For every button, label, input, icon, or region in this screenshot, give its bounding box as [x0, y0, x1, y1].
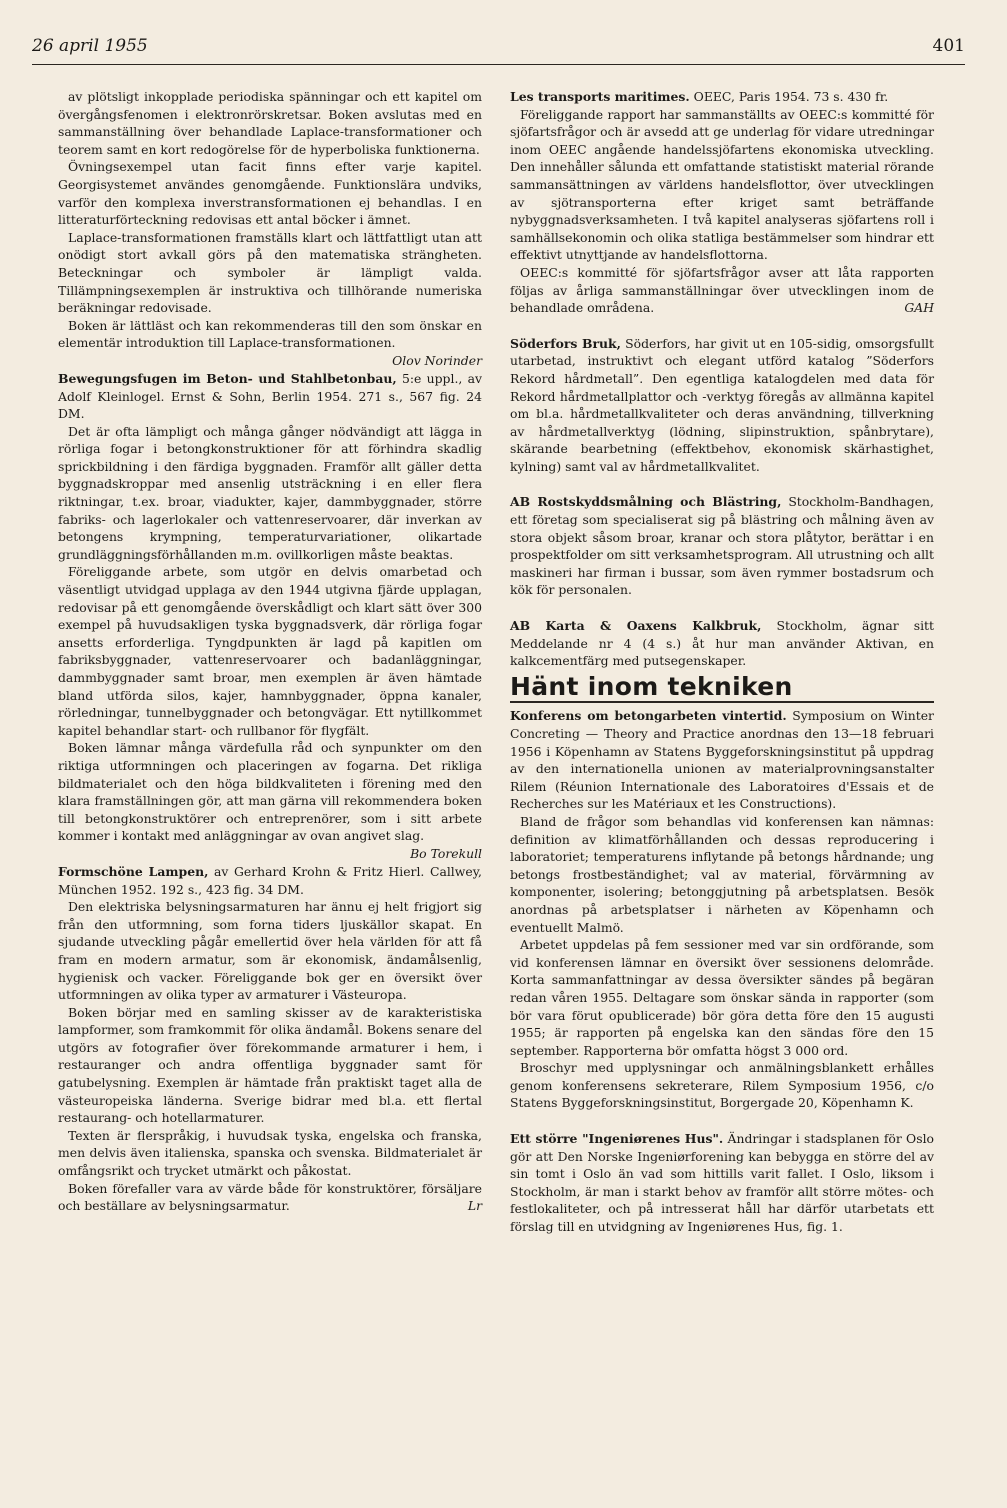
paragraph-text: 5:e uppl., av Adolf Kleinlogel. Ernst & Sohn, Berlin 1954. 271 s., 567 fig. 24 DM.: [58, 370, 482, 422]
paragraph-text: Stockholm, ägnar sitt Meddelande nr 4 (4 s.) åt hur man använder Aktivan, en kalkcementfärg med putsegenskaper.: [510, 618, 935, 669]
paragraph-text: Det är ofta lämpligt och många gånger nödvändigt att lägga in rörliga fogar i betongkonstruktioner för att förhindra skadlig sprickbildning i den färdiga byggnaden. Framför allt gäller detta byggnadskroppar med ansenlig utsträckning i en eller flera riktningar, t.ex. broar, viadukter, kajer, dammbyggnader, större fabriks- och lagerlokaler och vattenreservoarer, där inverkan av betongens krympning, temperaturvariationer, olikartade grundläggningsförhållanden m.m. ovillkorligen måste beaktas.: [58, 423, 482, 562]
review-entry: [510, 493, 934, 599]
signature: GAH: [904, 300, 934, 316]
paragraph: [510, 1059, 934, 1112]
paragraph-text: Arbetet uppdelas på fem sessioner med var sin ordförande, som vid konferensen lämnar en översikt över sessionens delområde. Korta sammanfattningar av dessa översikter sändes på begäran redan våren 1955. Deltagare som önskar sända in rapporter (som bör vara förut opublicerade) bör göra detta före den 15 augusti 1955; är rapporten på engelska kan den sändas före den 15 september. Rapporterna bör omfatta högst 3 000 ord.: [510, 937, 934, 1058]
paragraph-text: OEEC:s kommitté för sjöfartsfrågor avser att låta rapporten följas av årliga sammanställningar över utvecklingen inom de behandlade områdena.: [510, 264, 934, 316]
signature: Lr: [467, 1198, 482, 1214]
review-entry: [510, 617, 934, 670]
paragraph-text: Föreliggande arbete, som utgör en delvis omarbetad och väsentligt utvidgad upplaga av den 1944 utgivna fjärde upplagan, redovisar på ett genomgående överskådligt och klart sätt över 300 exempel på huvudsakligen tyska byggnadsverk, där rörliga fogar ansetts erforderliga. Tyngdpunkten är lagd på kapitlen om fabriksbyggnader, vattenreservoarer och badanläggningar, dammbyggnader samt broar, men exemplen är även hämtade bland utförda silos, kajer, hamnbyggnader, öppna kanaler, rörledningar, tunnelbyggnader och betongvägar. Ett nytillkommet kapitel behandlar start- och rullbanor för flygfält.: [58, 564, 482, 738]
review-entry: [58, 863, 482, 898]
review-entry: [510, 335, 934, 476]
paragraph: [58, 229, 482, 317]
header-date: 26 april 1955: [32, 36, 148, 56]
entry-title: Söderfors Bruk,: [510, 335, 621, 351]
entry-title: Konferens om betongarbeten vintertid.: [510, 708, 787, 724]
paragraph: [58, 158, 482, 228]
left-column: [58, 88, 482, 1215]
paragraph: [510, 936, 934, 1059]
paragraph-text: Boken lämnar många värdefulla råd och synpunkter om den riktiga utformningen och placeringen av fogarna. Det rikliga bildmaterialet och den höga bildkvaliteten i förening med den klara framställningen gör, att man gärna vill rekommendera boken till betongkonstruktörer och entreprenörer, som i sitt arbete kommer i kontakt med anläggningar av ovan angivet slag.: [58, 740, 482, 844]
review-entry: [510, 1130, 934, 1236]
entry-title: Bewegungsfugen im Beton- und Stahlbetonbau,: [58, 370, 397, 386]
signature: Olov Norinder: [392, 352, 482, 368]
paragraph-text: Söderfors, har givit ut en 105-sidig, omsorgsfullt utarbetad, instruktivt och elegant utförd katalog ”Söderfors Rekord hårdmetall”. Den egentliga katalogdelen med data för Rekord hårdmetallplattor och -verktyg föregås av allmänna kapitel om bl.a. hårdmetallkvaliteter och deras användning, tillverkning av hårdmetallverktyg (lödning, slipinstruktion, spånbrytare), skärande bearbetning (effektbehov, ekonomisk skärhastighet, kylning) samt val av hårdmetallkvalitet.: [510, 335, 934, 474]
paragraph-text: Stockholm-Bandhagen, ett företag som specialiserat sig på blästring och målning även av stora objekt såsom broar, kranar och stora plåtytor, berättar i en prospektfolder om sitt verksamhetsprogram. All utrustning och allt maskineri har firman i bussar, som även rymmer bostadsrum och kök för personalen.: [510, 494, 934, 598]
paragraph-text: Övningsexempel utan facit finns efter varje kapitel. Georgisystemet användes genomgående. Funktionslära undviks, varför den komplexa inverstransformationen ej behandlas. I en litteraturförteckning redovisas ett antal böcker i ämnet.: [58, 159, 482, 228]
paragraph: [58, 739, 482, 861]
entry-title: Formschöne Lampen,: [58, 863, 209, 879]
review-entry: [510, 707, 934, 813]
header-page-number: 401: [932, 36, 965, 56]
paragraph-text: Boken förefaller vara av värde både för konstruktörer, försäljare och beställare av belysningsarmatur.: [58, 1180, 482, 1214]
paragraph-text: Texten är flerspråkig, i huvudsak tyska, engelska och franska, men delvis även italienska, spanska och svenska. Bildmaterialet är omfångsrikt och trycket utmärkt och påkostat.: [58, 1127, 482, 1179]
paragraph: [58, 423, 482, 564]
paragraph: [58, 1127, 482, 1180]
spacer: [510, 599, 934, 617]
paragraph-text: av plötsligt inkopplade periodiska spänningar och ett kapitel om övergångsfenomen i elektronrörskretsar. Boken avslutas med en sammanställning över behandlade Laplace-transformationer och teorem samt en kort redogörelse för de hyperboliska funktionerna.: [58, 89, 482, 157]
entry-title: Les transports maritimes.: [510, 89, 690, 104]
paragraph: [58, 563, 482, 739]
paragraph-text: Ändringar i stadsplanen för Oslo gör att Den Norske Ingeniørforening kan bebygga en större del av sin tomt i Oslo än vad som hittills varit fallet. I Oslo, liksom i Stockholm, är man i starkt behov av framför allt större mötes- och festlokaliteter, och på intresserat håll har därför utarbetats ett förslag till en utvidgning av Ingeniørenes Hus, fig. 1.: [510, 1131, 934, 1235]
review-entry: [510, 88, 934, 106]
paragraph-text: av Gerhard Krohn & Fritz Hierl. Callwey, München 1952. 192 s., 423 fig. 34 DM.: [58, 863, 482, 897]
paragraph: [58, 317, 482, 368]
paragraph: [510, 264, 934, 317]
spacer: [510, 475, 934, 493]
paragraph-text: Boken börjar med en samling skisser av de karakteristiska lampformer, som framkommit för olika ändamål. Bokens senare del utgörs av fotografier över förekommande armaturer i hem, i restauranger och andra offentliga byggnader samt för gatubelysning. Exemplen är hämtade från praktiskt taget alla de västeuropeiska länderna. Sverige bidrar med bl.a. ett flertal restaurang- och hotellarmaturer.: [58, 1004, 482, 1126]
header-rule: [32, 64, 965, 65]
entry-title: AB Rostskyddsmålning och Blästring,: [510, 494, 782, 510]
paragraph: [58, 1180, 482, 1215]
right-column: [510, 88, 934, 1236]
paragraph-text: Den elektriska belysningsarmaturen har ännu ej helt frigjort sig från den utformning, som forna tiders ljuskällor skapat. En sjudande utveckling pågår emellertid över hela världen för att få fram en modern armatur, som är ekonomisk, ändamålsenlig, hygienisk och vacker. Föreliggande bok ger en översikt över utformningen av olika typer av armaturer i Västeuropa.: [58, 899, 482, 1003]
paragraph-text: Föreliggande rapport har sammanställts av OEEC:s kommitté för sjöfartsfrågor och är avsedd att ge underlag för vidare utredningar inom OEEC angående handelssjöfartens ekonomiska utveckling. Den innehåller sålunda ett omfattande statistiskt material rörande sammansättningen av världens handelsflottor, över utvecklingen av sjötransporterna efter kriget samt beträffande nybyggnadsverksamheten. I två kapitel analyseras sjöfartens roll i samhällsekonomin och olika statliga bestämmelser som hindrar ett effektivt utnyttjande av handelsflottorna.: [510, 106, 934, 263]
signature: Bo Torekull: [410, 845, 482, 861]
paragraph-text: Broschyr med upplysningar och anmälningsblankett erhålles genom konferensens sekreterare, Rilem Symposium 1956, c/o Statens Byggeforskningsinstitut, Borgergade 20, Köpenhamn K.: [510, 1060, 934, 1111]
paragraph: [58, 88, 482, 158]
entry-title: AB Karta & Oaxens Kalkbruk,: [510, 618, 762, 634]
paragraph-text: Boken är lättläst och kan rekommenderas till den som önskar en elementär introduktion till Laplace-transformationen.: [58, 317, 482, 351]
spacer: [510, 1112, 934, 1130]
paragraph: [58, 898, 482, 1004]
paragraph: [510, 106, 934, 264]
review-entry: [58, 370, 482, 423]
entry-title: Ett större "Ingeniørenes Hus".: [510, 1131, 724, 1147]
paragraph-text: Symposium on Winter Concreting — Theory and Practice anordnas den 13—18 februari 1956 i Köpenhamn av Statens Byggeforskningsinstitut på uppdrag av den internationella unionen av materialprovningsanstalter Rilem (Réunion Internationale des Laboratoires d'Essais et de Recherches sur les Matériaux et les Constructions).: [510, 708, 934, 812]
paragraph: [58, 1004, 482, 1127]
spacer: [510, 317, 934, 335]
paragraph-text: Laplace-transformationen framställs klart och lättfattligt utan att onödigt stort avkall görs på den matematiska strängheten. Beteckningar och symboler är lämpligt valda. Tillämpningsexemplen är instruktiva och tillhörande numeriska beräkningar redovisade.: [58, 229, 482, 316]
section-heading: Hänt inom tekniken: [510, 678, 934, 704]
paragraph-text: OEEC, Paris 1954. 73 s. 430 fr.: [693, 89, 889, 104]
paragraph: [510, 813, 934, 936]
paragraph-text: Bland de frågor som behandlas vid konferensen kan nämnas: definition av klimatförhållanden och dessas reproducering i laboratoriet; temperaturens inflytande på betongs hårdnande; ung betongs frostbeständighet; val av material, förvärmning av komponenter, isolering; betonggjutning på arbetsplatsen. Besök anordnas på arbetsplatser i närheten av Köpenhamn och eventuellt Malmö.: [510, 813, 934, 935]
